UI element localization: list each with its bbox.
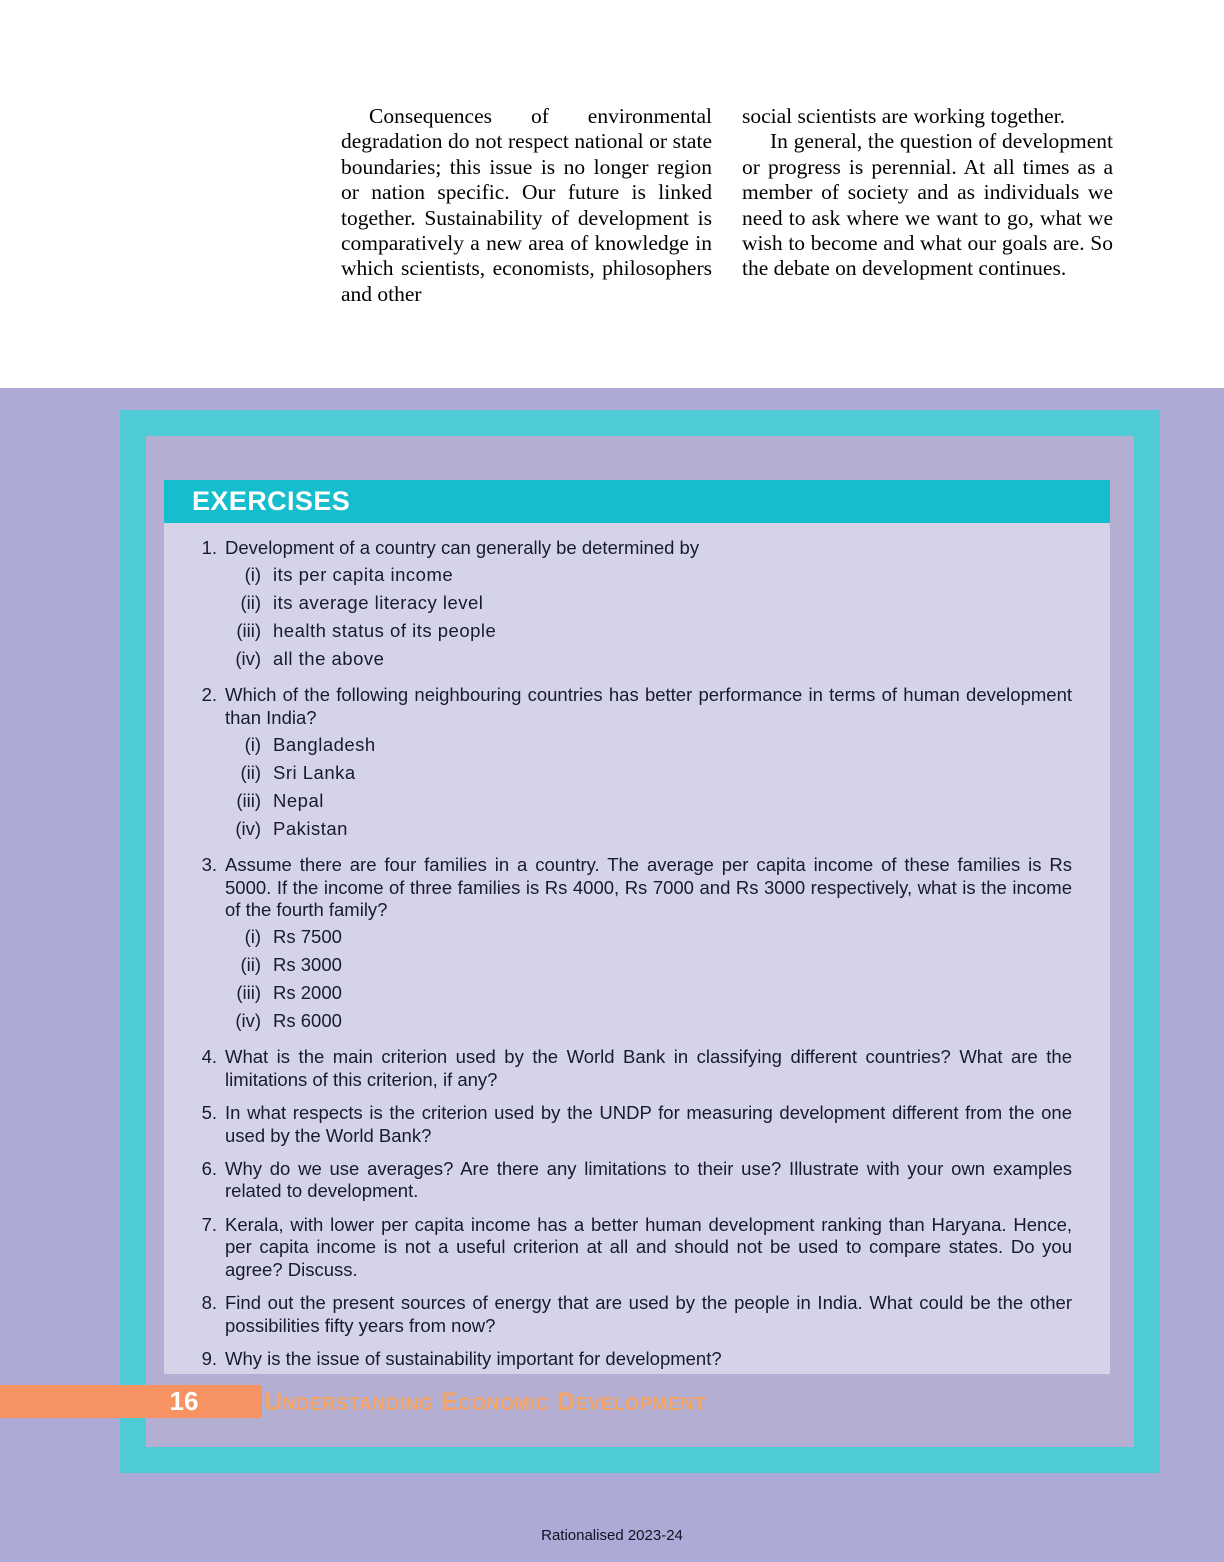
chapter-body-text [0,0,1224,388]
exercises-heading: EXERCISES [192,486,351,516]
right-text-column [742,104,1113,307]
option-text: its per capita income [273,564,454,586]
option-label: (iii) [236,982,261,1004]
option-item [225,923,1072,951]
option-label: (iii) [236,620,261,642]
option-item [225,787,1072,815]
option-label: (i) [244,734,261,756]
question-text: Kerala, with lower per capita income has a better human development ranking than Haryana. Hence, per capita income is not a useful criterion at all and should not be used to compare states. Do you agree? Discuss. [225,1213,1072,1280]
option-text: Rs 7500 [273,926,342,948]
question-text: What is the main criterion used by the World Bank in classifying different countries? What are the limitations of this criterion, if any? [225,1046,1072,1090]
left-text-column [341,104,712,307]
option-label: (ii) [240,762,261,784]
question-body [225,1348,1072,1370]
exercises-header-bar [164,480,1110,523]
question-body [225,537,1072,673]
question-number: 5. [201,1102,217,1124]
option-item [225,645,1072,673]
question-item [196,1046,1072,1091]
question-text: Why is the issue of sustainability important for development? [225,1347,722,1369]
question-item [196,854,1072,1035]
option-item [225,731,1072,759]
question-text: Which of the following neighbouring countries has better performance in terms of human development than India? [225,684,1072,728]
option-list [225,731,1072,843]
option-text: its average literacy level [273,592,484,614]
option-text: Sri Lanka [273,762,356,784]
option-label: (ii) [240,592,261,614]
book-title: Understanding Economic Development [264,1388,706,1416]
question-body [225,1158,1072,1203]
option-item [225,617,1072,645]
option-text: Rs 2000 [273,982,342,1004]
question-list [196,537,1072,1370]
paragraph-left-1: Consequences of environmental degradation do not respect national or state boundaries; this issue is no longer region or nation specific. Our future is linked together. Sustainability of development is comparatively a new area of knowledge in which scientists, economists, philosophers and other [341,104,712,306]
option-item [225,1007,1072,1035]
option-list [225,923,1072,1035]
option-text: health status of its people [273,620,497,642]
question-number: 3. [201,854,217,876]
question-body [225,1102,1072,1147]
question-number: 9. [201,1347,217,1369]
option-label: (iv) [235,818,261,840]
option-list [225,561,1072,673]
option-label: (iii) [236,790,261,812]
question-item [196,1158,1072,1203]
two-column-text [341,104,1113,307]
question-item [196,1102,1072,1147]
option-item [225,979,1072,1007]
question-body [225,1292,1072,1337]
question-number: 8. [201,1292,217,1314]
question-body [225,1214,1072,1281]
question-body [225,1046,1072,1091]
question-number: 7. [201,1213,217,1235]
question-body [225,854,1072,1035]
question-text: In what respects is the criterion used by the UNDP for measuring development different from the one used by the World Bank? [225,1102,1072,1146]
paragraph-right-1: social scientists are working together. [742,104,1066,128]
option-item [225,589,1072,617]
exercises-content-box [164,523,1110,1374]
option-label: (i) [244,564,261,586]
option-text: Bangladesh [273,734,376,756]
question-item [196,684,1072,843]
option-item [225,815,1072,843]
question-body [225,684,1072,843]
footer-orange-bar [0,1385,262,1418]
question-item [196,1292,1072,1337]
option-text: Nepal [273,790,324,812]
question-text: Assume there are four families in a country. The average per capita income of these families is Rs 5000. If the income of three families is Rs 4000, Rs 7000 and Rs 3000 respectively, what is the income of the fourth family? [225,854,1072,921]
option-item [225,561,1072,589]
option-item [225,951,1072,979]
question-number: 4. [201,1046,217,1068]
question-text: Find out the present sources of energy that are used by the people in India. What could be the other possibilities fifty years from now? [225,1292,1072,1336]
rationalised-watermark: Rationalised 2023-24 [541,1527,683,1544]
paragraph-right-2: In general, the question of development or progress is perennial. At all times as a member of society and as individuals we need to ask where we want to go, what we wish to become and what our goals are. So the debate on development continues. [742,129,1113,281]
option-label: (iv) [235,1010,261,1032]
page-number: 16 [169,1386,199,1416]
option-text: Rs 6000 [273,1010,342,1032]
option-label: (ii) [240,954,261,976]
option-item [225,759,1072,787]
question-text: Why do we use averages? Are there any limitations to their use? Illustrate with your own examples related to development. [225,1158,1072,1202]
question-number: 6. [201,1158,217,1180]
option-label: (i) [244,926,261,948]
question-text: Development of a country can generally be determined by [225,537,700,558]
option-text: Pakistan [273,818,348,840]
option-text: all the above [273,648,385,670]
question-item [196,1348,1072,1370]
question-number: 1. [201,537,217,558]
question-number: 2. [201,684,217,706]
question-item [196,537,1072,673]
option-text: Rs 3000 [273,954,342,976]
option-label: (iv) [235,648,261,670]
question-item [196,1214,1072,1281]
